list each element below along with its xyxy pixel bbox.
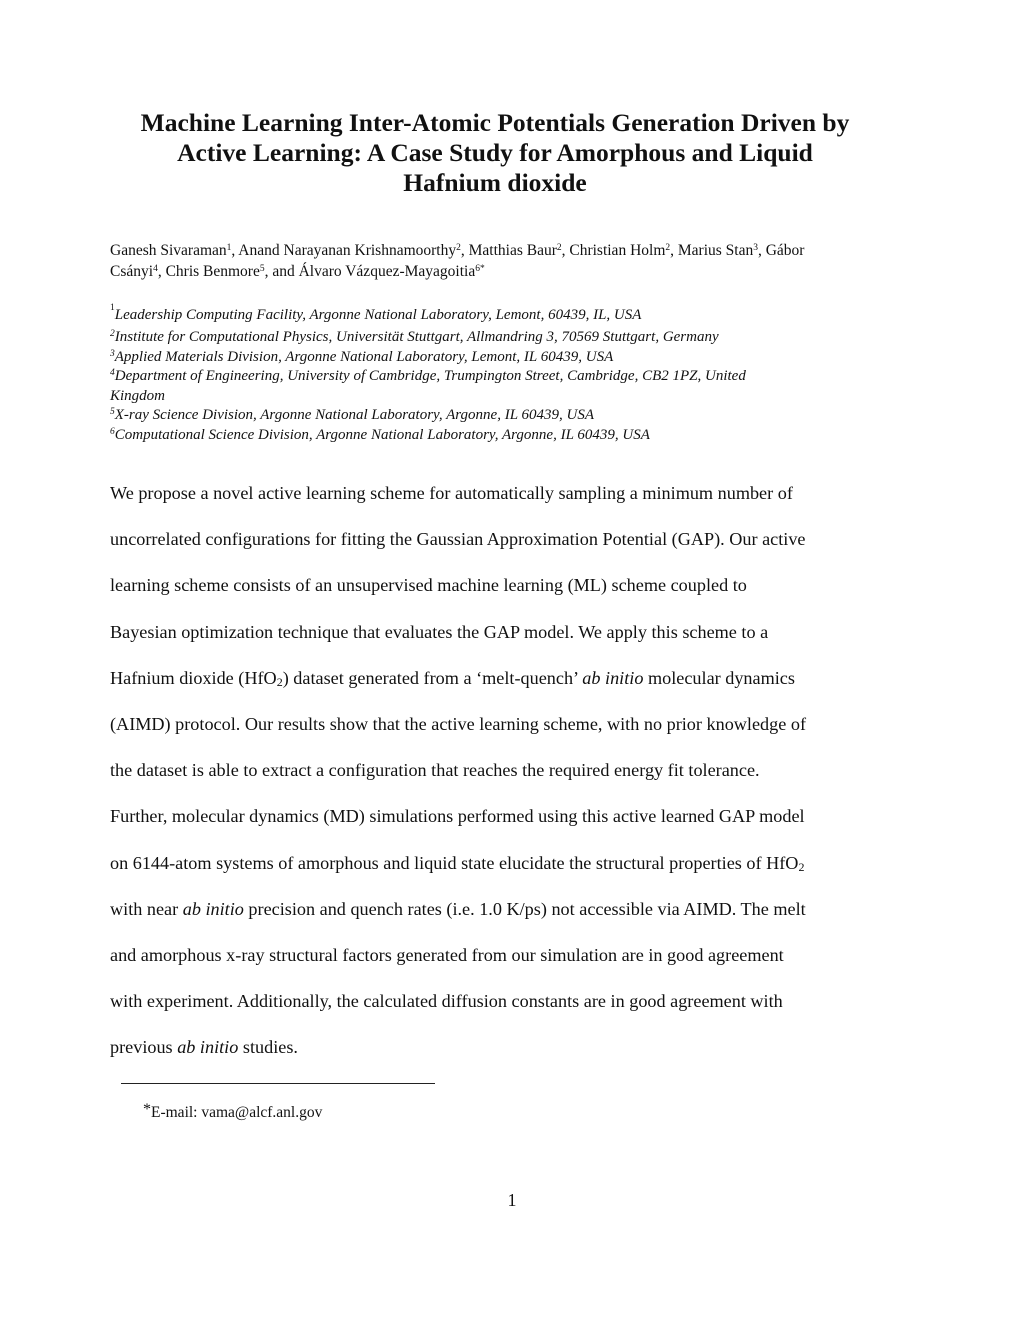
author-affil-sup: 2 xyxy=(556,243,562,253)
author-line xyxy=(110,261,900,282)
affiliation xyxy=(110,302,900,328)
affiliation xyxy=(110,328,900,348)
abstract-line: and amorphous x-ray structural factors generated from our simulation are in good agreement xyxy=(110,945,784,966)
author-affil-sup: 3 xyxy=(753,243,758,253)
footnote xyxy=(143,1100,322,1123)
author-affil-sup: 5 xyxy=(259,264,265,274)
title-line: Machine Learning Inter-Atomic Potentials Generation Driven by xyxy=(140,108,850,137)
author-affil-sup: 4 xyxy=(153,264,158,274)
affiliation xyxy=(110,348,900,368)
affiliation-number: 5 xyxy=(110,407,115,417)
affiliation-text: X-ray Science Division, Argonne National Laboratory, Argonne, IL 60439, USA xyxy=(114,407,595,423)
abstract-line: (AIMD) protocol. Our results show that the active learning scheme, with no prior knowledge of xyxy=(110,714,807,735)
affiliation xyxy=(110,406,900,426)
abstract-italic: ab initio xyxy=(582,667,644,688)
abstract-line: the dataset is able to extract a configuration that reaches the required energy fit tolerance. xyxy=(110,760,760,781)
author-name: , Christian Holm xyxy=(561,242,666,259)
affiliation-number: 6 xyxy=(110,426,115,437)
affiliation-number: 1 xyxy=(110,303,115,313)
author-list xyxy=(110,240,900,282)
footnote-divider xyxy=(121,1083,435,1084)
author-name: Ganesh Sivaraman xyxy=(110,242,227,259)
affiliation-text: Department of Engineering, University of Cambridge, Trumpington Street, Cambridge, CB2 1PZ, United xyxy=(114,368,746,384)
author-name: , Chris Benmore xyxy=(157,263,260,280)
abstract-line xyxy=(110,655,910,701)
abstract-text: ) dataset generated from a ‘melt-quench’ xyxy=(282,667,583,688)
affiliation-number: 4 xyxy=(110,368,115,378)
author-affil-sup: 6* xyxy=(475,264,485,274)
abstract-line xyxy=(110,840,910,886)
abstract-text: Hafnium dioxide (HfO xyxy=(110,667,277,688)
affiliation xyxy=(110,426,900,446)
paper-title xyxy=(100,108,890,198)
footnote-email: E-mail: vama@alcf.anl.gov xyxy=(151,1104,323,1121)
abstract-text: studies. xyxy=(238,1037,298,1058)
author-name: , Gábor xyxy=(757,242,805,259)
abstract-line: Further, molecular dynamics (MD) simulations performed using this active learned GAP model xyxy=(110,806,805,827)
author-name: , Anand Narayanan Krishnamoorthy xyxy=(231,242,457,259)
affiliation-number: 2 xyxy=(110,329,115,339)
subscript: 2 xyxy=(798,859,805,874)
abstract-line: uncorrelated configurations for fitting the Gaussian Approximation Potential (GAP). Our active xyxy=(110,529,806,550)
author-line xyxy=(110,240,900,261)
author-name: Csányi xyxy=(110,263,154,280)
abstract-italic: ab initio xyxy=(177,1037,239,1058)
affiliation-text: Computational Science Division, Argonne National Laboratory, Argonne, IL 60439, USA xyxy=(114,426,650,443)
affiliation-text: Kingdom xyxy=(110,387,166,404)
affiliation xyxy=(110,367,900,387)
page-number: 1 xyxy=(507,1190,517,1210)
abstract-line: learning scheme consists of an unsupervised machine learning (ML) scheme coupled to xyxy=(110,575,747,596)
author-affil-sup: 2 xyxy=(456,243,461,253)
affiliation-text: Leadership Computing Facility, Argonne National Laboratory, Lemont, 60439, IL, USA xyxy=(114,307,642,323)
abstract-text: with near xyxy=(110,898,183,919)
affiliation-number: 3 xyxy=(110,348,115,359)
title-line: Active Learning: A Case Study for Amorphous and Liquid xyxy=(177,138,813,167)
affiliation-text: Applied Materials Division, Argonne National Laboratory, Lemont, IL 60439, USA xyxy=(114,348,614,365)
abstract-text: precision and quench rates (i.e. 1.0 K/ps) not accessible via AIMD. The melt xyxy=(243,898,806,919)
abstract-line: Bayesian optimization technique that evaluates the GAP model. We apply this scheme to a xyxy=(110,621,769,642)
abstract-italic: ab initio xyxy=(182,898,244,919)
abstract-text: on 6144-atom systems of amorphous and liquid state elucidate the structural properties of HfO xyxy=(110,852,799,873)
affiliation-list xyxy=(110,302,900,445)
abstract-line: with experiment. Additionally, the calculated diffusion constants are in good agreement with xyxy=(110,991,783,1012)
abstract-line xyxy=(110,1024,910,1070)
title-line: Hafnium dioxide xyxy=(403,168,587,197)
author-name: , Matthias Baur xyxy=(460,242,557,259)
author-name: , and Álvaro Vázquez-Mayagoitia xyxy=(264,263,476,280)
author-name: , Marius Stan xyxy=(670,242,754,259)
affiliation-text: Institute for Computational Physics, Universität Stuttgart, Allmandring 3, 70569 Stuttgart, Germany xyxy=(114,329,719,345)
affiliation xyxy=(110,387,900,407)
abstract-text: previous xyxy=(110,1037,178,1058)
author-affil-sup: 1 xyxy=(226,243,232,253)
author-affil-sup: 2 xyxy=(665,243,671,253)
abstract-line: We propose a novel active learning scheme for automatically sampling a minimum number of xyxy=(110,483,793,503)
abstract xyxy=(110,470,910,1071)
abstract-line xyxy=(110,886,910,932)
abstract-text: molecular dynamics xyxy=(643,667,795,688)
footnote-marker: * xyxy=(143,1101,151,1118)
subscript: 2 xyxy=(276,674,283,689)
